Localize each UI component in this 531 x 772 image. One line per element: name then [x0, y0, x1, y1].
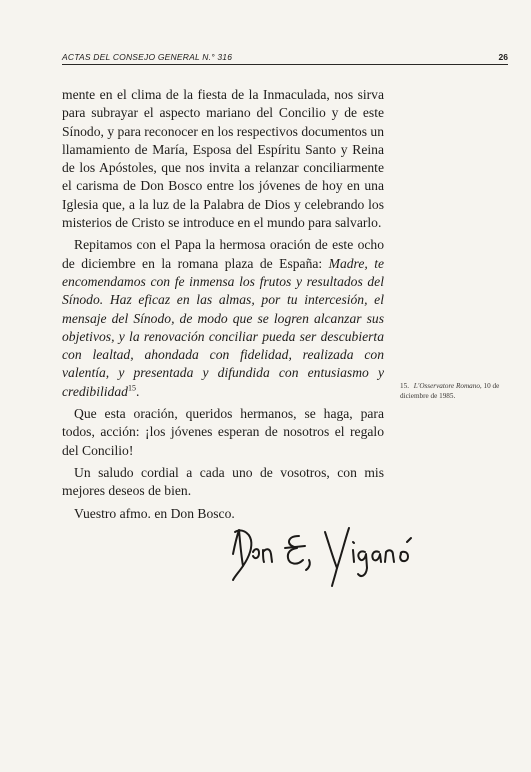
main-text: [62, 86, 384, 523]
closing-line: Vuestro afmo. en Don Bosco.: [74, 505, 235, 521]
footnote-number: 15.: [400, 382, 409, 390]
paragraph-2-lead: Repitamos con el Papa la hermosa oración de este ocho de diciembre en la romana plaza de España:: [62, 237, 384, 271]
handwritten-signature: [225, 520, 425, 590]
footnote-source: L'Osservatore Romano,: [413, 382, 482, 390]
header-rule: [62, 64, 508, 65]
running-header: [62, 52, 508, 64]
header-title: ACTAS DEL CONSEJO GENERAL N.° 316: [62, 52, 233, 62]
footnote-ref: 15: [127, 383, 136, 393]
paragraph-4: Un saludo cordial a cada uno de vosotros, con mis mejores deseos de bien.: [62, 464, 384, 499]
footnote-detail: 10 de diciembre de 1985.: [400, 382, 500, 400]
paragraph-3: Que esta oración, queridos hermanos, se haga, para todos, acción: ¡los jóvenes esperan de nosotros el regalo del Concilio!: [62, 406, 384, 458]
paragraph-1: mente en el clima de la fiesta de la Inmaculada, nos sirva para subrayar el aspecto mariano del Concilio y de este Sínodo, y para reconocer en los respectivos documentos un llamamiento de María, Esposa del Espíritu Santo y Reina de los Apóstoles, que nos invita a relanzar conciliarmente el carisma de Don Bosco entre los jóvenes de hoy en una Iglesia que, a la luz de la Palabra de Dios y celebrando los misterios de Cristo se introduce en el mundo para salvarlo.: [62, 87, 385, 231]
paragraph-2-end: .: [135, 383, 140, 399]
paragraph-2: [62, 236, 384, 401]
prayer-quote: Madre, te encomendamos con fe inmensa los frutos y resultados del Sínodo. Haz eficaz en las almas, por tu intercesión, el mensaje del Sínodo, de modo que se logren alcanzar sus objetivos, y la renovación conciliar pueda ser descubierta con lealtad, ahondada con fidelidad, realizada con valentía, y presentada y difundida con entusiasmo y credibilidad: [62, 255, 385, 399]
footnote: [400, 381, 510, 401]
page-number: 26: [498, 52, 508, 62]
